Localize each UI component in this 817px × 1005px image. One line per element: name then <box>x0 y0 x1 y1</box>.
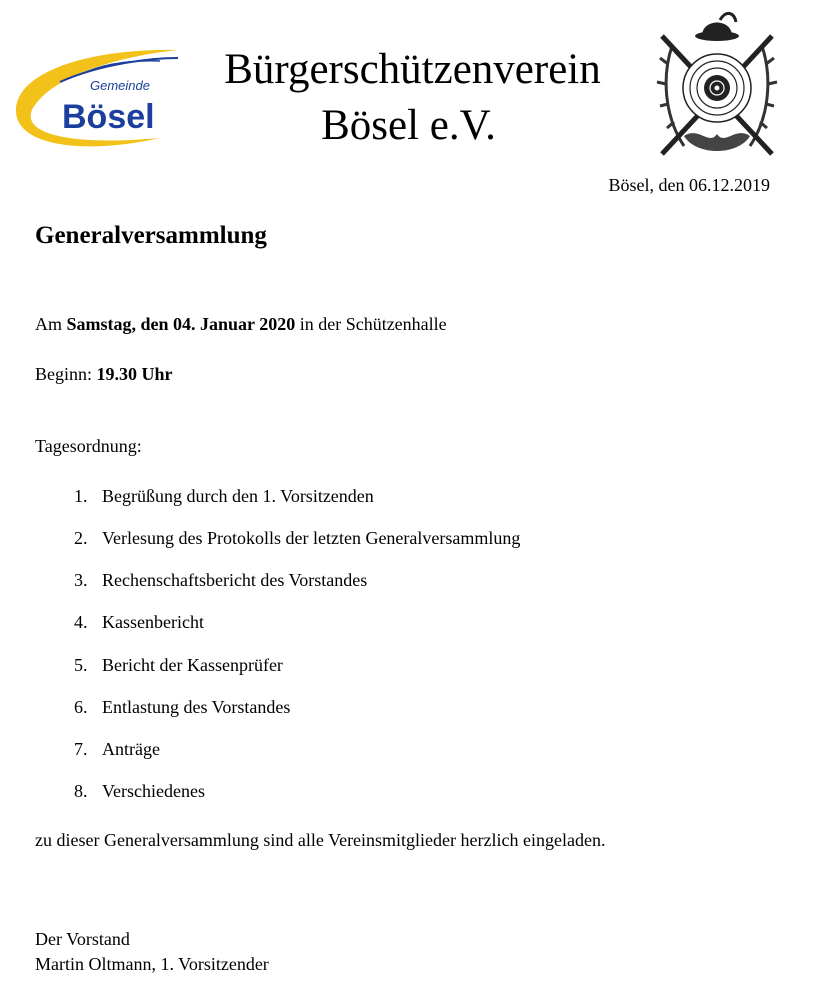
agenda-item-text: Bericht der Kassenprüfer <box>102 655 283 675</box>
agenda-label: Tagesordnung: <box>35 436 142 456</box>
agenda-item <box>74 781 205 802</box>
agenda-item <box>74 739 160 760</box>
agenda-item-number: 8. <box>74 781 88 801</box>
begin-time: 19.30 Uhr <box>96 364 173 384</box>
letter-date: Bösel, den 06.12.2019 <box>608 175 770 195</box>
agenda-item <box>74 697 290 718</box>
agenda-item-number: 3. <box>74 570 88 590</box>
agenda-item-text: Entlastung des Vorstandes <box>102 697 291 717</box>
agenda-item <box>74 528 520 549</box>
agenda-item <box>74 655 283 676</box>
agenda-item-text: Verlesung des Protokolls der letzten Generalversammlung <box>102 528 521 548</box>
club-title-line1: Bürgerschützenverein <box>224 46 601 93</box>
agenda-item-text: Begrüßung durch den 1. Vorsitzenden <box>102 486 374 506</box>
agenda-item-number: 1. <box>74 486 88 506</box>
meeting-begin-line <box>35 364 173 385</box>
when-suffix: in der Schützenhalle <box>295 314 447 334</box>
agenda-item <box>74 570 367 591</box>
page-title: Generalversammlung <box>35 222 267 249</box>
agenda-item-number: 2. <box>74 528 88 548</box>
signature-name: Martin Oltmann, 1. Vorsitzender <box>35 954 269 974</box>
agenda-item-number: 6. <box>74 697 88 717</box>
agenda-item-text: Rechenschaftsbericht des Vorstandes <box>102 570 368 590</box>
logo-big-text: Bösel <box>62 98 155 136</box>
agenda-item-number: 4. <box>74 612 88 632</box>
agenda-item <box>74 612 204 633</box>
invitation-text: zu dieser Generalversammlung sind alle Vereinsmitglieder herzlich eingeladen. <box>35 830 606 850</box>
shooting-club-emblem-icon <box>654 6 780 162</box>
meeting-date-line <box>35 314 447 335</box>
agenda-item-number: 5. <box>74 655 88 675</box>
agenda-item-text: Kassenbericht <box>102 612 204 632</box>
begin-label: Beginn: <box>35 364 97 384</box>
agenda-item-text: Anträge <box>102 739 160 759</box>
logo-small-text: Gemeinde <box>90 78 150 93</box>
agenda-item-text: Verschiedenes <box>102 781 205 801</box>
club-title-line2: Bösel e.V. <box>321 102 496 149</box>
when-prefix: Am <box>35 314 67 334</box>
signature-board: Der Vorstand <box>35 929 130 949</box>
agenda-item-number: 7. <box>74 739 88 759</box>
agenda-item <box>74 486 374 507</box>
when-date: Samstag, den 04. Januar 2020 <box>66 314 296 334</box>
